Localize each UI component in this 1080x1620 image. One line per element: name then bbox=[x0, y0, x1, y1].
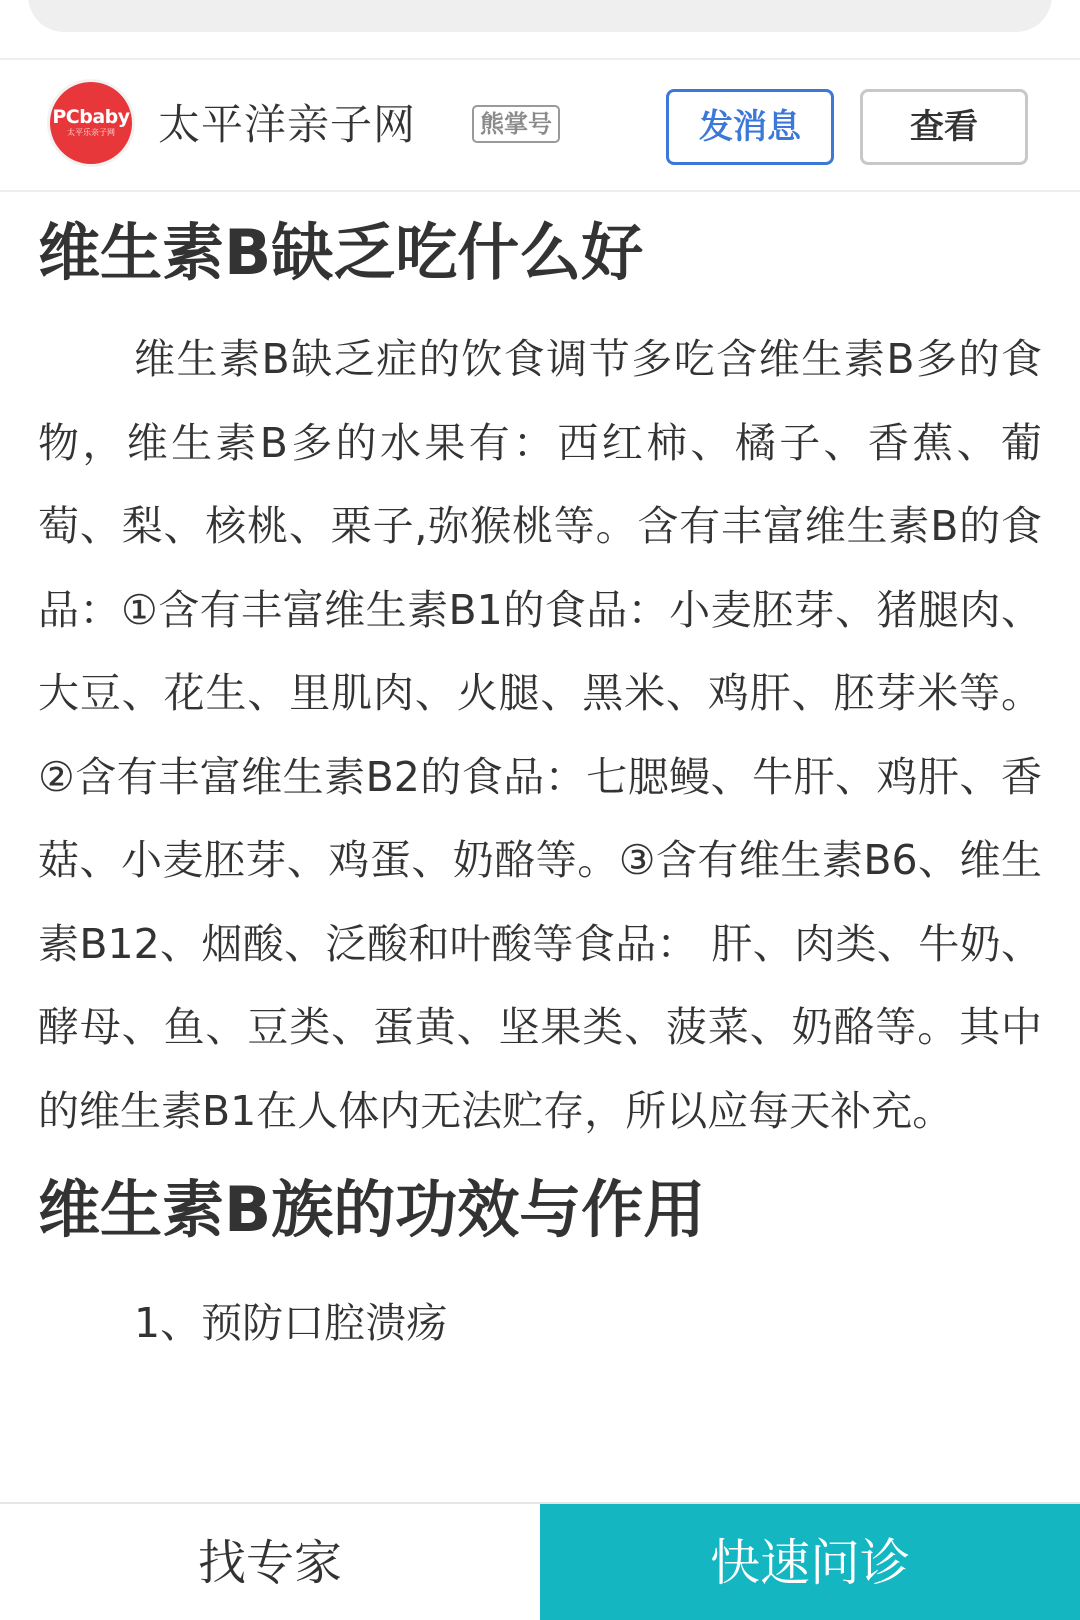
send-message-button[interactable]: 发消息 bbox=[666, 89, 834, 165]
find-expert-button[interactable]: 找专家 bbox=[0, 1504, 540, 1620]
quick-consult-button[interactable]: 快速问诊 bbox=[540, 1504, 1080, 1620]
list-item: 1、预防口腔溃疡 bbox=[134, 1299, 448, 1347]
account-type-badge: 熊掌号 bbox=[472, 105, 560, 143]
author-avatar[interactable] bbox=[50, 82, 132, 164]
article-paragraph: 维生素B缺乏症的饮食调节多吃含维生素B多的食物，维生素B多的水果有：西红柿、橘子、香蕉、葡萄、梨、核桃、栗子,弥猴桃等。含有丰富维生素B的食品：①含有丰富维生素B1的食品：小麦胚芽、猪腿肉、大豆、花生、里肌肉、火腿、黑米、鸡肝、胚芽米等。②含有丰富维生素B2的食品：七腮鳗、牛肝、鸡肝、香菇、小麦胚芽、鸡蛋、奶酪等。③含有维生素B6、维生素B12、烟酸、泛酸和叶酸等食品： 肝、肉类、牛奶、酵母、鱼、豆类、蛋黄、坚果类、菠菜、奶酪等。其中的维生素B1在人体内无法贮存，所以应每天补充。 bbox=[38, 335, 1042, 1135]
view-button[interactable]: 查看 bbox=[860, 89, 1028, 165]
author-bar bbox=[0, 60, 1080, 192]
article-body bbox=[38, 190, 1042, 1353]
search-box[interactable] bbox=[28, 0, 1052, 32]
avatar-subtitle: 太平乐亲子网 bbox=[67, 128, 115, 137]
bottom-action-bar bbox=[0, 1502, 1080, 1620]
avatar-logo: PCbaby bbox=[52, 106, 130, 128]
author-name[interactable]: 太平洋亲子网 bbox=[158, 100, 417, 149]
search-strip bbox=[0, 0, 1080, 60]
article-title: 维生素B缺乏吃什么好 bbox=[38, 216, 644, 289]
section-title: 维生素B族的功效与作用 bbox=[38, 1173, 706, 1246]
